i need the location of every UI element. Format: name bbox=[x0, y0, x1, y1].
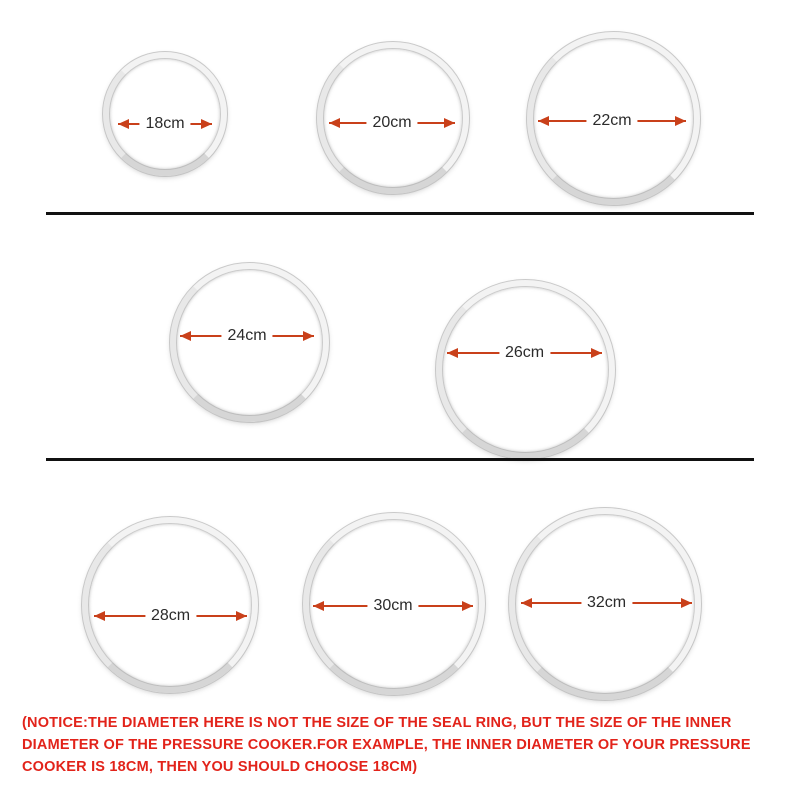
arrow-right-icon bbox=[201, 119, 212, 129]
diameter-dimension-30cm bbox=[313, 598, 473, 614]
arrow-right-icon bbox=[462, 601, 473, 611]
diameter-dimension-20cm bbox=[329, 115, 455, 131]
dimension-label: 28cm bbox=[145, 608, 196, 624]
diameter-dimension-28cm bbox=[94, 608, 247, 624]
ring-inner-edge bbox=[442, 286, 609, 453]
seal-ring-28cm bbox=[82, 517, 258, 693]
arrow-right-icon bbox=[591, 348, 602, 358]
arrow-left-icon bbox=[94, 611, 105, 621]
separator-middle bbox=[46, 458, 754, 461]
arrow-left-icon bbox=[313, 601, 324, 611]
arrow-left-icon bbox=[118, 119, 129, 129]
arrow-right-icon bbox=[675, 116, 686, 126]
arrow-left-icon bbox=[329, 118, 340, 128]
dimension-label: 18cm bbox=[139, 116, 190, 132]
dimension-label: 20cm bbox=[366, 115, 417, 131]
seal-ring-26cm bbox=[436, 280, 615, 459]
arrow-right-icon bbox=[303, 331, 314, 341]
dimension-label: 24cm bbox=[221, 328, 272, 344]
dimension-label: 26cm bbox=[499, 345, 550, 361]
arrow-left-icon bbox=[447, 348, 458, 358]
arrow-right-icon bbox=[681, 598, 692, 608]
arrow-left-icon bbox=[538, 116, 549, 126]
separator-top bbox=[46, 212, 754, 215]
diameter-dimension-24cm bbox=[180, 328, 314, 344]
arrow-left-icon bbox=[521, 598, 532, 608]
arrow-right-icon bbox=[444, 118, 455, 128]
arrow-right-icon bbox=[236, 611, 247, 621]
dimension-label: 30cm bbox=[367, 598, 418, 614]
diameter-dimension-32cm bbox=[521, 595, 692, 611]
diameter-dimension-22cm bbox=[538, 113, 686, 129]
diameter-dimension-18cm bbox=[118, 116, 212, 132]
ring-inner-edge bbox=[88, 523, 252, 687]
arrow-left-icon bbox=[180, 331, 191, 341]
dimension-label: 22cm bbox=[586, 113, 637, 129]
ring-inner-edge bbox=[109, 58, 221, 170]
seal-ring-18cm bbox=[103, 52, 227, 176]
diameter-dimension-26cm bbox=[447, 345, 602, 361]
notice-text: (NOTICE:THE DIAMETER HERE IS NOT THE SIZE OF THE SEAL RING, BUT THE SIZE OF THE INNER DIAMETER OF THE PRESSURE COOKER.FOR EXAMPLE, THE INNER DIAMETER OF YOUR PRESSURE COOKER IS 18CM, THEN YOU SHOULD CHOOSE 18CM) bbox=[22, 715, 751, 775]
dimension-label: 32cm bbox=[581, 595, 632, 611]
